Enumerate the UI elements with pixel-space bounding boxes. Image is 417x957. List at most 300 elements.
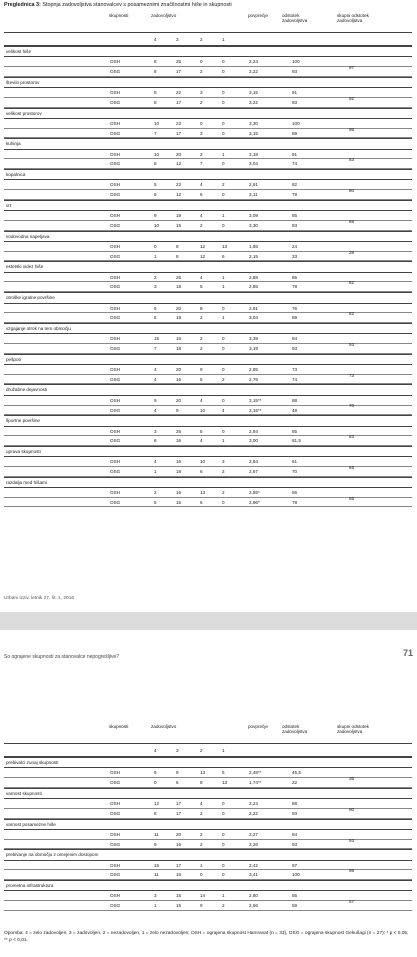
table-body <box>4 46 412 507</box>
count-cell: 1 <box>222 213 225 219</box>
count-cell: 16 <box>176 499 182 505</box>
count-cell: 2 <box>222 903 225 909</box>
scale-1: 1 <box>222 37 225 42</box>
count-cell: 11 <box>154 831 159 837</box>
count-cell: 0 <box>154 780 157 786</box>
count-cell: 2 <box>154 274 157 280</box>
overall-percent-cell: 83 <box>349 157 355 163</box>
table-group <box>4 200 412 231</box>
count-cell: 4 <box>200 801 203 807</box>
group-row <box>4 880 412 891</box>
count-cell: 0 <box>222 59 225 65</box>
count-cell: 4 <box>200 182 203 188</box>
mean-cell: 3,22 <box>249 99 258 105</box>
group-label: kopalnica <box>6 172 26 178</box>
community-label: OSH <box>110 151 120 157</box>
percent-cell: 93 <box>292 222 298 228</box>
scale-4: 4 <box>154 748 157 753</box>
count-cell: 18 <box>176 469 182 475</box>
community-label: OSG <box>110 345 121 351</box>
group-label: velikost hiše <box>6 49 32 54</box>
count-cell: 5 <box>154 182 157 188</box>
group-label: razdalja med hišami <box>6 479 47 485</box>
table-group <box>4 77 412 108</box>
community-label: OSG <box>110 469 121 475</box>
community-label: OSG <box>110 99 121 105</box>
count-cell: 0 <box>222 872 225 878</box>
group-label: vodovodna napeljava <box>6 233 50 239</box>
count-cell: 0 <box>222 841 225 847</box>
count-cell: 5 <box>154 499 157 505</box>
count-cell: 0 <box>222 99 225 105</box>
percent-cell: 94 <box>292 336 298 342</box>
count-cell: 18 <box>176 284 182 290</box>
mean-cell: 3,09 <box>249 213 258 219</box>
percent-cell: 94 <box>292 831 298 837</box>
table-group <box>4 819 412 850</box>
community-label: OSG <box>110 161 121 167</box>
count-cell: 1 <box>154 903 157 909</box>
percent-cell: 78 <box>292 192 298 198</box>
percent-cell: 61 <box>292 459 298 465</box>
community-label: OSG <box>110 780 121 786</box>
count-cell: 1 <box>222 284 225 290</box>
community-label: OSH <box>110 182 120 188</box>
count-cell: 3 <box>154 893 157 899</box>
percent-cell: 74 <box>292 161 298 167</box>
count-cell: 2 <box>200 336 203 342</box>
table-group <box>4 138 412 169</box>
table-group <box>4 446 412 477</box>
overall-percent-cell: 57 <box>349 899 355 905</box>
scale-2: 2 <box>200 37 203 42</box>
community-label: OSG <box>110 130 121 136</box>
community-label: OSG <box>110 284 121 290</box>
mean-cell: 3,24 <box>249 59 258 65</box>
count-cell: 15 <box>176 222 182 228</box>
overall-percent-cell: 92 <box>349 95 355 101</box>
page-gap <box>0 612 417 630</box>
mean-cell: 3,15 <box>249 130 258 136</box>
mean-cell: 3,15 <box>249 90 258 96</box>
count-cell: 0 <box>222 161 225 167</box>
count-cell: 0 <box>222 222 225 228</box>
scale-3: 3 <box>176 37 179 42</box>
percent-cell: 91 <box>292 90 298 96</box>
count-cell: 18 <box>176 345 182 351</box>
group-row <box>4 77 412 88</box>
count-cell: 0 <box>200 59 203 65</box>
percent-cell: 45,5 <box>292 770 301 776</box>
count-cell: 25 <box>176 59 182 65</box>
satisfaction-table-part-1 <box>4 11 412 507</box>
mean-cell: 2,48** <box>249 770 262 776</box>
overall-percent-cell: 82 <box>349 280 355 286</box>
community-label: OSH <box>110 120 120 126</box>
table-header <box>4 11 412 32</box>
percent-cell: 100 <box>292 59 300 65</box>
community-label: OSG <box>110 376 121 382</box>
community-label: OSH <box>110 862 120 868</box>
group-label: otroške igralne površine <box>6 295 55 301</box>
count-cell: 1 <box>222 274 225 280</box>
table-group <box>4 354 412 385</box>
count-cell: 8 <box>154 161 157 167</box>
group-row <box>4 477 412 488</box>
count-cell: 6 <box>222 253 225 259</box>
group-label: število prostorov <box>6 79 40 85</box>
count-cell: 1 <box>200 862 203 868</box>
count-cell: 1 <box>154 253 157 259</box>
count-cell: 4 <box>200 397 203 403</box>
community-label: OSG <box>110 872 121 878</box>
count-cell: 23 <box>176 120 182 126</box>
table-group <box>4 231 412 262</box>
count-cell: 1 <box>154 469 157 475</box>
count-cell: 0 <box>200 120 203 126</box>
mean-cell: 2,15** <box>249 407 262 413</box>
percent-cell: 73 <box>292 367 298 373</box>
count-cell: 17 <box>176 130 182 136</box>
group-row <box>4 446 412 457</box>
count-cell: 10 <box>154 120 160 126</box>
running-title: So ograjene skupnosti za stanovalce nepogrešljive? <box>4 654 120 660</box>
page-2 <box>0 630 417 957</box>
percent-cell: 33 <box>292 253 298 259</box>
count-cell: 1 <box>222 315 225 321</box>
count-cell: 0 <box>222 801 225 807</box>
percent-cell: 97 <box>292 862 298 868</box>
table-group <box>4 788 412 819</box>
percent-cell: 93 <box>292 841 298 847</box>
count-cell: 2 <box>200 151 203 157</box>
count-cell: 2 <box>200 841 203 847</box>
table-body <box>4 757 412 911</box>
table-group <box>4 46 412 77</box>
table-caption <box>4 2 232 8</box>
count-cell: 0 <box>222 120 225 126</box>
group-label: pešpoti <box>6 356 21 362</box>
count-cell: 16 <box>176 376 182 382</box>
count-cell: 9 <box>154 213 157 219</box>
mean-cell: 2,55* <box>249 490 260 496</box>
count-cell: 8 <box>154 69 157 75</box>
community-label: OSH <box>110 59 120 65</box>
count-cell: 8 <box>176 253 179 259</box>
group-label: vrt <box>6 202 12 208</box>
header-odstotek: odstotek zadovoljstva <box>282 724 308 735</box>
count-cell: 20 <box>176 151 182 157</box>
header-povprecje: povprečje <box>248 13 268 18</box>
scale-4: 4 <box>154 37 157 42</box>
header-zadovoljstvo: zadovoljstvo <box>151 724 177 729</box>
count-cell: 22 <box>176 182 182 188</box>
count-cell: 4 <box>154 376 157 382</box>
community-label: OSG <box>110 438 121 444</box>
mean-cell: 2,91 <box>249 305 258 311</box>
group-row <box>4 231 412 242</box>
table-group <box>4 261 412 292</box>
overall-percent-cell: 70 <box>349 403 355 409</box>
count-cell: 2 <box>154 490 157 496</box>
header-skupni-odstotek: skupni odstotek zadovoljstva <box>337 13 369 24</box>
count-cell: 5 <box>154 315 157 321</box>
percent-cell: 55 <box>292 893 298 899</box>
mean-cell: 1,74** <box>249 780 262 786</box>
count-cell: 5 <box>222 770 225 776</box>
count-cell: 8 <box>154 59 157 65</box>
mean-cell: 2,67 <box>249 469 258 475</box>
group-label: prebivalci zunaj skupnosti <box>6 760 59 765</box>
group-label: estetski videz hiše <box>6 264 44 270</box>
count-cell: 20 <box>176 305 182 311</box>
count-cell: 2 <box>200 831 203 837</box>
group-row <box>4 757 412 768</box>
percent-cell: 76 <box>292 305 298 311</box>
community-label: OSH <box>110 305 120 311</box>
count-cell: 13 <box>222 243 228 249</box>
count-cell: 9 <box>200 367 203 373</box>
community-label: OSH <box>110 893 120 899</box>
count-cell: 6 <box>200 469 203 475</box>
header-skupnosti: skupnosti <box>109 13 129 18</box>
group-label: prebivanje na območju z omejenim dostopom <box>6 852 99 858</box>
group-label: kuhinja <box>6 141 21 147</box>
mean-cell: 3,04 <box>249 161 258 167</box>
count-cell: 4 <box>200 438 203 444</box>
group-row <box>4 138 412 149</box>
scale-row <box>4 743 412 757</box>
count-cell: 7 <box>154 130 157 136</box>
group-label: varnost posamezne hiše <box>6 821 56 827</box>
count-cell: 2 <box>200 99 203 105</box>
count-cell: 16 <box>176 841 182 847</box>
caption-label: Preglednica 3: <box>4 2 41 8</box>
table-group <box>4 477 412 508</box>
percent-cell: 85 <box>292 274 298 280</box>
table-group <box>4 292 412 323</box>
header-odstotek: odstotek zadovoljstva <box>282 13 308 24</box>
count-cell: 17 <box>176 99 182 105</box>
count-cell: 4 <box>154 367 157 373</box>
count-cell: 17 <box>176 801 182 807</box>
count-cell: 15 <box>154 862 160 868</box>
overall-percent-cell: 65 <box>349 464 355 470</box>
count-cell: 16 <box>176 459 182 465</box>
count-cell: 19 <box>176 315 182 321</box>
count-cell: 5 <box>200 284 203 290</box>
count-cell: 0 <box>222 90 225 96</box>
overall-percent-cell: 90 <box>349 806 355 812</box>
overall-percent-cell: 73 <box>349 372 355 378</box>
page-number: 71 <box>402 648 413 658</box>
count-cell: 4 <box>200 213 203 219</box>
group-row <box>4 384 412 395</box>
count-cell: 4 <box>222 407 225 413</box>
caption-text: Stopnja zadovoljstva stanovalcev s posameznimi značilnostmi hiše in skupnosti <box>42 2 232 8</box>
count-cell: 17 <box>176 69 182 75</box>
table-group <box>4 384 412 415</box>
count-cell: 17 <box>176 810 182 816</box>
mean-cell: 2,88 <box>249 274 258 280</box>
percent-cell: 89 <box>292 130 298 136</box>
count-cell: 2 <box>222 376 225 382</box>
community-label: OSG <box>110 407 121 413</box>
count-cell: 16 <box>176 438 182 444</box>
overall-percent-cell: 97 <box>349 65 355 70</box>
count-cell: 1 <box>222 151 225 157</box>
count-cell: 15 <box>176 893 182 899</box>
count-cell: 8 <box>200 305 203 311</box>
count-cell: 10 <box>154 222 160 228</box>
community-label: OSG <box>110 841 121 847</box>
mean-cell: 3,15** <box>249 397 262 403</box>
community-label: OSH <box>110 490 120 496</box>
count-cell: 20 <box>176 397 182 403</box>
group-row <box>4 415 412 426</box>
overall-percent-cell: 65 <box>349 495 355 501</box>
count-cell: 0 <box>222 397 225 403</box>
group-row <box>4 354 412 365</box>
overall-percent-cell: 28 <box>349 249 355 255</box>
table-group <box>4 849 412 880</box>
mean-cell: 2,60 <box>249 893 258 899</box>
count-cell: 0 <box>222 499 225 505</box>
community-label: OSG <box>110 222 121 228</box>
count-cell: 1 <box>222 893 225 899</box>
group-label: športne površine <box>6 418 40 424</box>
group-row <box>4 46 412 57</box>
count-cell: 12 <box>176 161 182 167</box>
count-cell: 3 <box>200 130 203 136</box>
count-cell: 5 <box>200 376 203 382</box>
count-cell: 0 <box>222 130 225 136</box>
count-cell: 0 <box>222 862 225 868</box>
count-cell: 8 <box>154 99 157 105</box>
community-label: OSG <box>110 499 121 505</box>
count-cell: 12 <box>154 801 160 807</box>
percent-cell: 100 <box>292 120 300 126</box>
count-cell: 15 <box>154 336 160 342</box>
percent-cell: 78 <box>292 284 298 290</box>
count-cell: 10 <box>200 459 206 465</box>
group-row <box>4 169 412 180</box>
percent-cell: 59 <box>292 903 298 909</box>
community-label: OSH <box>110 274 120 280</box>
group-label: prometna infrastruktura <box>6 883 54 889</box>
mean-cell: 3,42 <box>249 862 258 868</box>
count-cell: 7 <box>200 161 203 167</box>
percent-cell: 85 <box>292 213 298 219</box>
overall-percent-cell: 93 <box>349 837 355 843</box>
count-cell: 2 <box>200 345 203 351</box>
percent-cell: 93 <box>292 345 298 351</box>
community-label: OSG <box>110 192 121 198</box>
count-cell: 9 <box>154 397 157 403</box>
community-label: OSH <box>110 336 120 342</box>
count-cell: 1 <box>222 438 225 444</box>
count-cell: 13 <box>222 780 228 786</box>
count-cell: 8 <box>154 810 157 816</box>
count-cell: 3 <box>154 428 157 434</box>
count-cell: 20 <box>176 831 182 837</box>
table-group <box>4 323 412 354</box>
group-label: vzgajanje otrok na tem območju <box>6 325 71 331</box>
percent-cell: 89 <box>292 315 298 321</box>
header-povprecje: povprečje <box>248 724 268 729</box>
mean-cell: 3,39 <box>249 336 258 342</box>
mean-cell: 2,94 <box>249 428 258 434</box>
overall-percent-cell: 88 <box>349 218 355 224</box>
count-cell: 2 <box>200 69 203 75</box>
count-cell: 0 <box>222 428 225 434</box>
count-cell: 4 <box>200 274 203 280</box>
table-group <box>4 108 412 139</box>
count-cell: 3 <box>154 284 157 290</box>
table-group <box>4 415 412 446</box>
community-label: OSG <box>110 253 121 259</box>
community-label: OSG <box>110 315 121 321</box>
count-cell: 11 <box>154 872 159 878</box>
percent-cell: 55 <box>292 490 298 496</box>
overall-percent-cell: 83 <box>349 434 355 440</box>
count-cell: 0 <box>222 69 225 75</box>
count-cell: 6 <box>176 780 179 786</box>
count-cell: 9 <box>176 407 179 413</box>
count-cell: 0 <box>222 192 225 198</box>
percent-cell: 93 <box>292 69 298 75</box>
table-group <box>4 880 412 911</box>
percent-cell: 91 <box>292 151 298 157</box>
community-label: OSH <box>110 213 120 219</box>
table-footnote: Opomba: 4 = zelo zadovoljen, 3 = zadovoljen, 2 = nezadovoljen, 1 = zelo nezadovoljen; OSH = ograjena skupnost Hamravat (n = 33), OSG = ograjena skupnost Gekušagi (n = 27); * p < 0,05, ** p < 0,01. <box>4 931 409 943</box>
mean-cell: 3,30 <box>249 222 258 228</box>
count-cell: 12 <box>200 253 206 259</box>
table-group <box>4 169 412 200</box>
count-cell: 0 <box>222 810 225 816</box>
mean-cell: 2,85 <box>249 367 258 373</box>
count-cell: 8 <box>176 243 179 249</box>
count-cell: 9 <box>200 903 203 909</box>
percent-cell: 93 <box>292 810 298 816</box>
group-label: uprava skupnosti <box>6 448 41 454</box>
mean-cell: 3,30 <box>249 120 258 126</box>
scale-3: 3 <box>176 748 179 753</box>
mean-cell: 3,26 <box>249 841 258 847</box>
overall-percent-cell: 93 <box>349 341 355 347</box>
scale-2: 2 <box>200 748 203 753</box>
percent-cell: 100 <box>292 872 300 878</box>
count-cell: 5 <box>200 428 203 434</box>
count-cell: 20 <box>176 367 182 373</box>
count-cell: 12 <box>176 192 182 198</box>
table-header <box>4 722 412 743</box>
mean-cell: 2,85 <box>249 284 258 290</box>
overall-percent-cell: 95 <box>349 126 355 132</box>
community-label: OSH <box>110 428 120 434</box>
count-cell: 26 <box>176 274 182 280</box>
count-cell: 6 <box>200 499 203 505</box>
count-cell: 14 <box>200 893 206 899</box>
count-cell: 2 <box>200 222 203 228</box>
mean-cell: 3,04 <box>249 315 258 321</box>
count-cell: 22 <box>176 90 182 96</box>
mean-cell: 1,85 <box>249 243 258 249</box>
percent-cell: 88 <box>292 801 298 807</box>
group-row <box>4 788 412 799</box>
percent-cell: 74 <box>292 376 298 382</box>
mean-cell: 2,56 <box>249 903 258 909</box>
